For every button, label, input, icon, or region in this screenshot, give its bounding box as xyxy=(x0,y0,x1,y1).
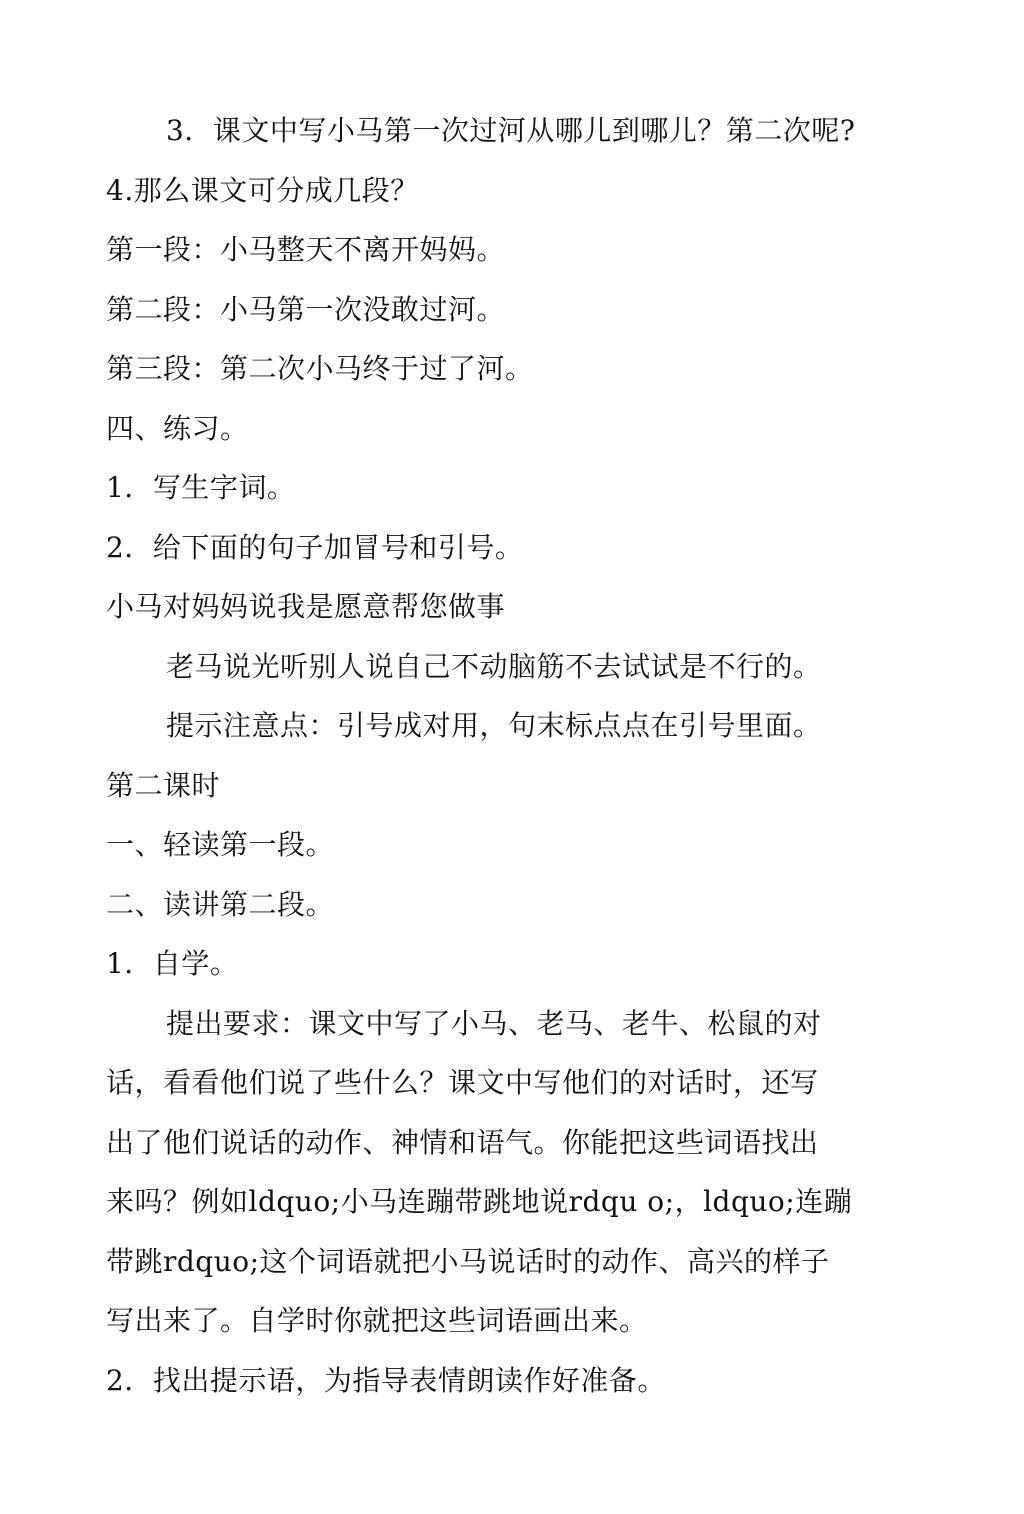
section-3-summary: 第三段：第二次小马终于过了河。 xyxy=(106,352,534,385)
practice-item-2: 2．给下面的句子加冒号和引号。 xyxy=(106,531,524,564)
requirement-paragraph-line-4: 来吗？例如ldquo;小马连蹦带跳地说rdqu o;，ldquo;连蹦 xyxy=(106,1185,853,1218)
tip-note: 提示注意点：引号成对用，句末标点点在引号里面。 xyxy=(166,709,822,742)
question-4: 4.那么课文可分成几段？ xyxy=(106,174,419,207)
step-2-item-1: 1．自学。 xyxy=(106,947,239,980)
practice-item-1: 1．写生字词。 xyxy=(106,471,296,504)
lesson-2-heading: 第二课时 xyxy=(106,769,221,802)
question-3: 3．课文中写小马第一次过河从哪儿到哪儿？第二次呢? xyxy=(166,114,856,147)
step-2: 二、读讲第二段。 xyxy=(106,888,335,921)
requirement-paragraph-line-5: 带跳rdquo;这个词语就把小马说话时的动作、高兴的样子 xyxy=(106,1245,830,1278)
section-2-summary: 第二段：小马第一次没敢过河。 xyxy=(106,293,506,326)
requirement-paragraph-line-1: 提出要求：课文中写了小马、老马、老牛、松鼠的对 xyxy=(166,1007,822,1040)
section-1-summary: 第一段：小马整天不离开妈妈。 xyxy=(106,233,506,266)
heading-practice: 四、练习。 xyxy=(106,412,249,445)
requirement-paragraph-line-6: 写出来了。自学时你就把这些词语画出来。 xyxy=(106,1304,648,1337)
requirement-paragraph-line-2: 话，看看他们说了些什么？课文中写他们的对话时，还写 xyxy=(106,1066,819,1099)
exercise-sentence-2: 老马说光听别人说自己不动脑筋不去试试是不行的。 xyxy=(166,650,822,683)
exercise-sentence-1: 小马对妈妈说我是愿意帮您做事 xyxy=(106,590,506,623)
step-2-item-2: 2．找出提示语，为指导表情朗读作好准备。 xyxy=(106,1364,666,1397)
step-1: 一、轻读第一段。 xyxy=(106,828,335,861)
requirement-paragraph-line-3: 出了他们说话的动作、神情和语气。你能把这些词语找出 xyxy=(106,1126,819,1159)
